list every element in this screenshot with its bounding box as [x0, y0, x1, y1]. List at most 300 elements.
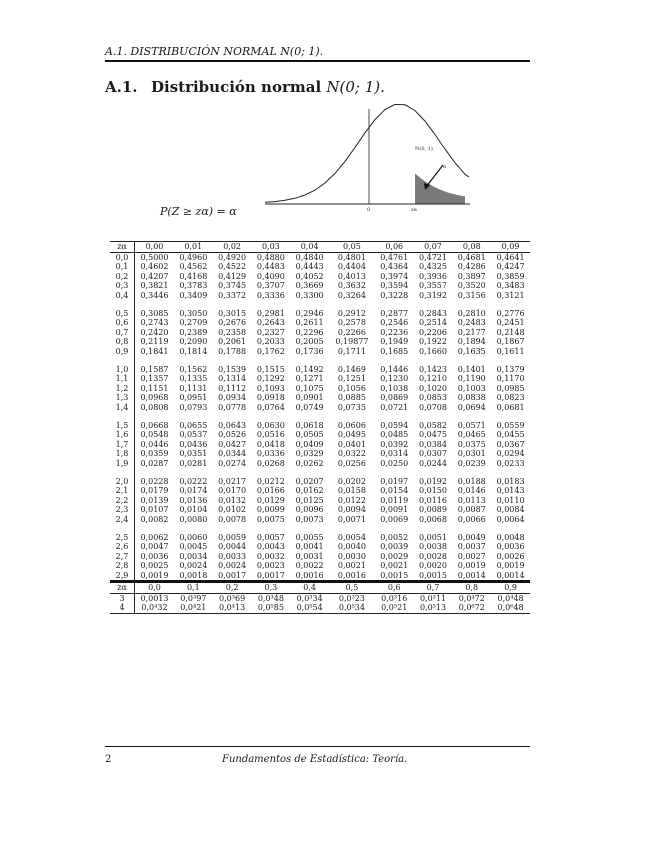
- table-cell: 0,0091: [380, 505, 409, 514]
- curve-label: N(0, 1): [415, 146, 433, 152]
- gap-cell: [135, 524, 531, 533]
- table-cell: 0,0367: [496, 439, 525, 449]
- table-cell: 0,2578: [337, 318, 366, 327]
- table-row: [110, 561, 530, 571]
- sub-table-cell: 0,0⁴32: [135, 603, 174, 613]
- table-cell: 0,1314: [218, 374, 247, 383]
- row-header: 1,6: [110, 430, 135, 440]
- section-number: A.1.: [105, 78, 138, 96]
- table-cell: 0,3228: [380, 290, 409, 300]
- table-cell: 0,3783: [179, 281, 208, 290]
- table-cell: 0,0068: [418, 514, 447, 524]
- table-cell: 0,4129: [218, 271, 247, 281]
- table-cell: 0,0465: [457, 430, 486, 439]
- table-cell: 0,0057: [256, 532, 285, 542]
- table-cell: 0,0505: [295, 430, 324, 439]
- table-cell: 0,1170: [496, 374, 525, 383]
- sub-column-header: 0,8: [452, 582, 491, 594]
- table-row: [110, 374, 530, 384]
- table-cell: 0,0024: [179, 561, 208, 570]
- table-cell: 0,0136: [179, 495, 208, 505]
- table-cell: 0,0384: [418, 439, 447, 449]
- sub-corner-header: zα: [110, 582, 135, 594]
- table-cell: 0,0069: [380, 514, 409, 524]
- table-cell: 0,0197: [380, 476, 409, 486]
- table-row: [110, 449, 530, 459]
- table-cell: 0,0630: [256, 420, 285, 430]
- row-header: 0,2: [110, 272, 135, 282]
- table-cell: 0,0392: [380, 439, 409, 449]
- table-cell: 0,0015: [418, 570, 447, 580]
- table-cell: 0,2810: [457, 308, 486, 318]
- table-cell: 0,0233: [496, 458, 525, 468]
- table-cell: 0,2946: [295, 308, 324, 318]
- table-row: [110, 291, 530, 301]
- density-curve: [265, 104, 469, 202]
- table-cell: 0,1357: [140, 374, 169, 383]
- sub-column-header: 0,5: [329, 582, 375, 594]
- table-cell: 0,0087: [457, 505, 486, 514]
- table-cell: 0,0934: [218, 393, 247, 402]
- table-cell: 0,0594: [380, 420, 409, 430]
- gap-cell: [135, 300, 531, 309]
- row-header: 0,7: [110, 328, 135, 338]
- table-cell: 0,0228: [140, 476, 169, 486]
- sub-table-cell: 0,0³11: [419, 593, 447, 603]
- table-cell: 0,0094: [337, 505, 366, 514]
- table-cell: 0,0287: [140, 458, 169, 468]
- table-cell: 0,0301: [457, 449, 486, 458]
- table-cell: 0,0104: [179, 505, 208, 514]
- section-title-text: Distribución normal: [151, 78, 322, 96]
- table-cell: 0,0028: [418, 551, 447, 561]
- table-cell: 0,0025: [140, 561, 169, 570]
- sub-table-cell: 0,0⁶48: [491, 603, 530, 613]
- table-cell: 0,1515: [256, 364, 285, 374]
- table-cell: 0,2611: [295, 318, 324, 327]
- table-cell: 0,1190: [457, 374, 486, 383]
- table-cell: 0,4443: [295, 262, 324, 271]
- header-rule: [105, 60, 530, 62]
- table-cell: 0,0096: [295, 505, 324, 514]
- table-subheader: [110, 582, 530, 594]
- table-cell: 0,1922: [418, 337, 447, 346]
- table-cell: 0,1492: [295, 364, 324, 374]
- table-cell: 0,0344: [218, 449, 247, 458]
- table-cell: 0,3156: [457, 290, 486, 300]
- table-cell: 0,0207: [295, 476, 324, 486]
- table-cell: 0,0027: [457, 551, 486, 561]
- table-cell: 0,1003: [457, 383, 486, 393]
- table-cell: 0,0793: [179, 402, 208, 412]
- table-cell: 0,0838: [457, 393, 486, 402]
- table-cell: 0,0045: [179, 542, 208, 551]
- table-cell: 0,4168: [179, 271, 208, 281]
- zero-label: 0: [367, 207, 371, 213]
- table-cell: 0,0681: [496, 402, 525, 412]
- table-cell: 0,4721: [418, 252, 447, 262]
- sub-column-header: 0,3: [251, 582, 290, 594]
- table-cell: 0,0014: [496, 570, 525, 580]
- table-cell: 0,1038: [380, 383, 409, 393]
- table-cell: 0,0018: [179, 570, 208, 580]
- table-row: [110, 252, 530, 262]
- gap-cell: [110, 412, 135, 421]
- tail-area: [415, 173, 465, 204]
- table-cell: 0,4052: [295, 271, 324, 281]
- table-cell: 0,0268: [256, 458, 285, 468]
- table-cell: 0,0125: [295, 495, 324, 505]
- table-cell: 0,0475: [418, 430, 447, 439]
- table-cell: 0,0107: [140, 505, 169, 514]
- table-cell: 0,1112: [218, 383, 247, 393]
- table-cell: 0,0030: [337, 551, 366, 561]
- table-cell: 0,0618: [295, 420, 324, 430]
- row-header: 0,9: [110, 347, 135, 357]
- group-gap: [110, 300, 530, 309]
- table-cell: 0,0158: [337, 486, 366, 495]
- row-header: 0,3: [110, 281, 135, 291]
- row-header: 0,1: [110, 262, 135, 272]
- table-cell: 0,0183: [496, 476, 525, 486]
- table-cell: 0,3707: [256, 281, 285, 290]
- table-cell: 0,0166: [256, 486, 285, 495]
- table-cell: 0,2327: [256, 327, 285, 337]
- table-cell: 0,0099: [256, 505, 285, 514]
- sub-table-cell: 0,0³69: [219, 593, 246, 603]
- table-cell: 0,0143: [496, 486, 525, 495]
- table-cell: 0,0146: [457, 486, 486, 495]
- table-cell: 0,0023: [256, 561, 285, 570]
- table-cell: 0,0582: [418, 420, 447, 430]
- row-header: 2,8: [110, 561, 135, 571]
- table-cell: 0,2676: [218, 318, 247, 327]
- sub-table-row: [110, 603, 530, 613]
- row-header: 2,6: [110, 542, 135, 552]
- table-cell: 0,0043: [256, 542, 285, 551]
- table-cell: 0,1151: [140, 383, 169, 393]
- table-cell: 0,0548: [140, 430, 169, 439]
- table-cell: 0,3050: [179, 308, 208, 318]
- table-cell: 0,3446: [140, 290, 169, 300]
- table-cell: 0,3594: [380, 281, 409, 290]
- table-cell: 0,2912: [337, 308, 366, 318]
- group-gap: [110, 356, 530, 365]
- row-header: 2,3: [110, 505, 135, 515]
- table-cell: 0,0040: [337, 542, 366, 551]
- gap-cell: [110, 356, 135, 365]
- sub-column-header: 0,7: [414, 582, 453, 594]
- table-cell: 0,1469: [337, 364, 366, 374]
- table-cell: 0,1210: [418, 374, 447, 383]
- table-cell: 0,0129: [256, 495, 285, 505]
- table-cell: 0,0139: [140, 495, 169, 505]
- table-cell: 0,0853: [418, 393, 447, 402]
- table-cell: 0,0749: [295, 402, 324, 412]
- table-cell: 0,0869: [380, 393, 409, 402]
- table-cell: 0,0015: [380, 570, 409, 580]
- table-cell: 0,0019: [457, 561, 486, 570]
- table-row: [110, 477, 530, 487]
- table-cell: 0,0485: [380, 430, 409, 439]
- sub-table-cell: 0,0⁴13: [213, 603, 252, 613]
- table-cell: 0,4681: [457, 252, 486, 262]
- sub-table-cell: 0,0⁴72: [458, 593, 485, 603]
- table-cell: 0,2148: [496, 327, 525, 337]
- table-cell: 0,0559: [496, 420, 525, 430]
- table-cell: 0,0885: [337, 393, 366, 402]
- table-cell: 0,0055: [295, 532, 324, 542]
- sub-table-cell: 0,0⁶72: [452, 603, 491, 613]
- table-cell: 0,0351: [179, 449, 208, 458]
- table-cell: 0,0036: [140, 551, 169, 561]
- table-cell: 0,2981: [256, 308, 285, 318]
- table-cell: 0,0446: [140, 439, 169, 449]
- table-cell: 0,0020: [418, 561, 447, 570]
- table-cell: 0,3336: [256, 290, 285, 300]
- table-cell: 0,2090: [179, 337, 208, 346]
- table-cell: 0,0418: [256, 439, 285, 449]
- table-cell: 0,3085: [140, 308, 169, 318]
- table-cell: 0,0154: [380, 486, 409, 495]
- table-cell: 0,1335: [179, 374, 208, 383]
- sub-table-cell: 0,0³34: [296, 593, 323, 603]
- table-cell: 0,0217: [218, 476, 247, 486]
- table-cell: 0,2005: [295, 337, 324, 346]
- sub-column-header: 0,9: [491, 582, 530, 594]
- table-cell: 0,0985: [496, 383, 525, 393]
- table-cell: 0,0375: [457, 439, 486, 449]
- row-header: 2,5: [110, 533, 135, 543]
- table-cell: 0,1587: [140, 364, 169, 374]
- table-row: [110, 571, 530, 582]
- table-cell: 0,2389: [179, 327, 208, 337]
- table-cell: 0,0073: [295, 514, 324, 524]
- table-cell: 0,1423: [418, 364, 447, 374]
- column-header: 0,03: [251, 242, 290, 253]
- table-cell: 0,0059: [218, 532, 247, 542]
- alpha-arrow: [426, 165, 443, 187]
- table-cell: 0,0708: [418, 402, 447, 412]
- table-cell: 0,0051: [418, 532, 447, 542]
- table-cell: 0,0250: [380, 458, 409, 468]
- table-header: [110, 242, 530, 253]
- table-row: [110, 459, 530, 469]
- table-cell: 0,0026: [496, 551, 525, 561]
- table-cell: 0,0071: [337, 514, 366, 524]
- table-cell: 0,3015: [218, 308, 247, 318]
- row-header: 0,6: [110, 318, 135, 328]
- table-cell: 0,0016: [337, 570, 366, 580]
- table-row: [110, 403, 530, 413]
- table-cell: 0,0064: [496, 514, 525, 524]
- group-gap: [110, 412, 530, 421]
- table-row: [110, 393, 530, 403]
- gap-cell: [110, 300, 135, 309]
- row-header: 1,0: [110, 365, 135, 375]
- table-cell: 0,0029: [380, 551, 409, 561]
- table-cell: 0,0062: [140, 532, 169, 542]
- table-cell: 0,0643: [218, 420, 247, 430]
- corner-header: zα: [110, 242, 135, 253]
- table-cell: 0,4286: [457, 262, 486, 271]
- sub-column-header: 0,4: [290, 582, 329, 594]
- table-cell: 0,0102: [218, 505, 247, 514]
- table-cell: 0,1056: [337, 383, 366, 393]
- running-header: A.1. DISTRIBUCIÓN NORMAL N(0; 1).: [105, 45, 324, 58]
- table-cell: 0,0314: [380, 449, 409, 458]
- table-cell: 0,2643: [256, 318, 285, 327]
- gap-cell: [110, 524, 135, 533]
- table-cell: 0,0016: [295, 570, 324, 580]
- gap-cell: [135, 356, 531, 365]
- sub-table-row: [110, 593, 530, 603]
- table-cell: 0,2236: [380, 327, 409, 337]
- table-cell: 0,2296: [295, 327, 324, 337]
- table-cell: 0,4247: [496, 262, 525, 271]
- table-cell: 0,1251: [337, 374, 366, 383]
- table-cell: 0,0281: [179, 458, 208, 468]
- table-cell: 0,4090: [256, 271, 285, 281]
- table-cell: 0,0075: [256, 514, 285, 524]
- table-cell: 0,0968: [140, 393, 169, 402]
- table-cell: 0,3669: [295, 281, 324, 290]
- table-cell: 0,0110: [496, 495, 525, 505]
- table-cell: 0,0049: [457, 532, 486, 542]
- table-cell: 0,0036: [496, 542, 525, 551]
- table-row: [110, 440, 530, 450]
- table-cell: 0,1093: [256, 383, 285, 393]
- gap-cell: [135, 468, 531, 477]
- table-cell: 0,0113: [457, 495, 486, 505]
- table-cell: 0,2709: [179, 318, 208, 327]
- table-cell: 0,1788: [218, 346, 247, 356]
- table-cell: 0,2877: [380, 308, 409, 318]
- table-cell: 0,4013: [337, 271, 366, 281]
- sub-table-cell: 0,0³97: [180, 593, 207, 603]
- table-cell: 0,3859: [496, 271, 525, 281]
- table-cell: 0,0089: [418, 505, 447, 514]
- table-cell: 0,3483: [496, 281, 525, 290]
- sub-column-header: 0,2: [213, 582, 252, 594]
- table-cell: 0,4602: [140, 262, 169, 271]
- column-header: 0,09: [491, 242, 530, 253]
- probability-table: [110, 241, 530, 614]
- table-cell: 0,3745: [218, 281, 247, 290]
- table-cell: 0,0294: [496, 449, 525, 458]
- table-cell: 0,0764: [256, 402, 285, 412]
- table-cell: 0,1611: [496, 346, 525, 356]
- table-row: [110, 533, 530, 543]
- probability-label: P(Z ≥ zα) = α: [160, 205, 237, 218]
- table-cell: 0,0179: [140, 486, 169, 495]
- table-cell: 0,3632: [337, 281, 366, 290]
- table-cell: 0,3557: [418, 281, 447, 290]
- sub-row-header: 4: [110, 603, 135, 613]
- table-cell: 0,0778: [218, 402, 247, 412]
- table-cell: 0,2119: [140, 337, 169, 346]
- table-cell: 0,3300: [295, 290, 324, 300]
- table-cell: 0,1271: [295, 374, 324, 383]
- table-row: [110, 421, 530, 431]
- table-cell: 0,4364: [380, 262, 409, 271]
- table-cell: 0,1379: [496, 364, 525, 374]
- table-cell: 0,1867: [496, 337, 525, 346]
- table-cell: 0,1539: [218, 364, 247, 374]
- row-header: 2,7: [110, 552, 135, 562]
- row-header: 2,4: [110, 515, 135, 525]
- normal-table: [110, 241, 530, 614]
- table-cell: 0,2843: [418, 308, 447, 318]
- table-cell: 0,0202: [337, 476, 366, 486]
- table-cell: 0,0031: [295, 551, 324, 561]
- table-cell: 0,1075: [295, 383, 324, 393]
- table-row: [110, 309, 530, 319]
- table-cell: 0,4840: [295, 252, 324, 262]
- table-cell: 0,0162: [295, 486, 324, 495]
- table-cell: 0,0017: [256, 570, 285, 580]
- table-cell: 0,0322: [337, 449, 366, 458]
- group-gap: [110, 468, 530, 477]
- table-cell: 0,0721: [380, 402, 409, 412]
- table-row: [110, 272, 530, 282]
- table-cell: 0,19877: [335, 337, 369, 346]
- table-cell: 0,0119: [380, 495, 409, 505]
- table-cell: 0,0409: [295, 439, 324, 449]
- column-header: 0,06: [375, 242, 414, 253]
- table-cell: 0,0048: [496, 532, 525, 542]
- row-header: 2,2: [110, 496, 135, 506]
- table-cell: 0,0078: [218, 514, 247, 524]
- table-cell: 0,2206: [418, 327, 447, 337]
- footer-text: Fundamentos de Estadística: Teoría.: [222, 754, 408, 765]
- table-cell: 0,0037: [457, 542, 486, 551]
- table-cell: 0,0019: [140, 570, 169, 580]
- sub-table-cell: 0,0³48: [257, 593, 284, 603]
- row-header: 0,5: [110, 309, 135, 319]
- table-cell: 0,0212: [256, 476, 285, 486]
- table-cell: 0,1292: [256, 374, 285, 383]
- table-cell: 0,0526: [218, 430, 247, 439]
- section-title: [105, 78, 385, 96]
- column-header: 0,00: [135, 242, 174, 253]
- table-cell: 0,3821: [140, 281, 169, 290]
- table-cell: 0,0274: [218, 458, 247, 468]
- row-header: 1,1: [110, 374, 135, 384]
- table-cell: 0,0244: [418, 458, 447, 468]
- gap-cell: [110, 468, 135, 477]
- group-gap: [110, 524, 530, 533]
- table-cell: 0,1635: [457, 346, 486, 356]
- table-cell: 0,3192: [418, 290, 447, 300]
- table-cell: 0,0668: [140, 420, 169, 430]
- table-cell: 0,0694: [457, 402, 486, 412]
- table-row: [110, 281, 530, 291]
- table-cell: 0,1131: [179, 383, 208, 393]
- table-cell: 0,0032: [256, 551, 285, 561]
- table-cell: 0,0024: [218, 561, 247, 570]
- table-cell: 0,3264: [337, 290, 366, 300]
- sub-table-cell: 0,0⁵34: [329, 603, 375, 613]
- table-cell: 0,0901: [295, 393, 324, 402]
- table-cell: 0,0606: [337, 420, 366, 430]
- table-cell: 0,2483: [457, 318, 486, 327]
- row-header: 2,1: [110, 486, 135, 496]
- sub-column-header: 0,0: [135, 582, 174, 594]
- row-header: 1,5: [110, 421, 135, 431]
- table-cell: 0,2420: [140, 327, 169, 337]
- table-cell: 0,0060: [179, 532, 208, 542]
